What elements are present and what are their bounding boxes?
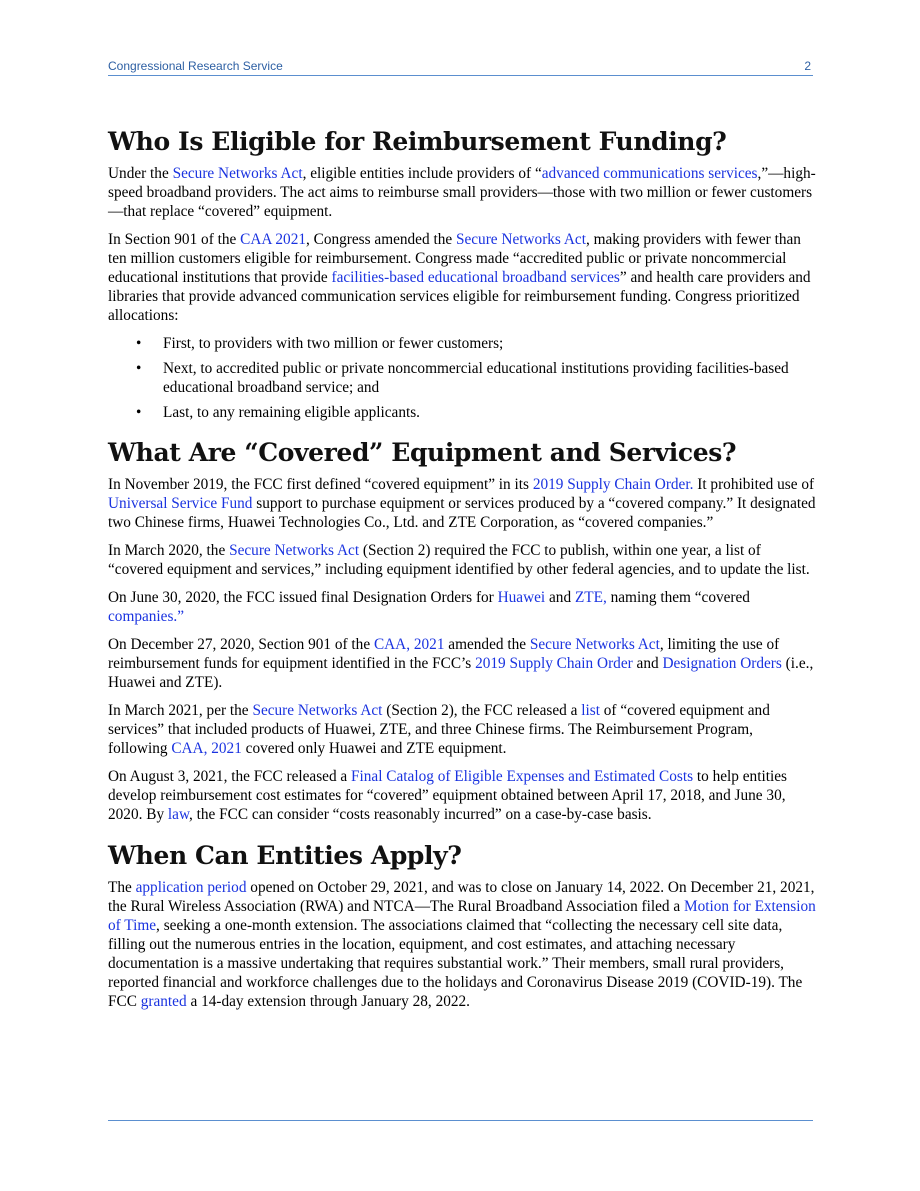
text: It prohibited use of bbox=[693, 476, 815, 493]
footer-rule bbox=[108, 1120, 813, 1121]
text: , the FCC can consider “costs reasonably incurred” on a case-by-case basis. bbox=[189, 806, 652, 823]
text: opened on October 29, 2021, and was to close on January 14, 2022. On December 21, 2021, the Rural Wireless Association (RWA) and NTCA—The Rural Broadband Association filed a bbox=[108, 879, 815, 915]
text: ,”—high-speed broadband providers. The act aims to reimburse small providers—those with two million or fewer customers—that replace “covered” equipment. bbox=[108, 165, 816, 220]
header-title: Congressional Research Service bbox=[108, 59, 283, 73]
heading-covered-equipment: What Are “Covered” Equipment and Services? bbox=[108, 438, 737, 467]
text: amended the bbox=[444, 636, 530, 653]
text: and bbox=[632, 655, 663, 672]
text: Under the bbox=[108, 165, 173, 182]
text: , seeking a one-month extension. The associations claimed that “collecting the necessary cell site data, filling out the numerous entries in the location, equipment, and cost estimates, and attaching necessary documentation is a massive undertaking that requires substantial work.” Their members, small rural providers, reported financial and workforce challenges due to the holidays and Coronavirus Disease 2019 (COVID-19). The FCC bbox=[108, 917, 803, 1010]
paragraph bbox=[108, 701, 816, 758]
text: a 14-day extension through January 28, 2022. bbox=[186, 993, 470, 1010]
text: of “covered equipment and services” that included products of Huawei, ZTE, and three Chinese firms. The Reimbursement Program, following bbox=[108, 702, 770, 757]
link-facilities-based-broadband[interactable]: facilities-based educational broadband services bbox=[331, 269, 620, 286]
link-2019-supply-chain-order[interactable]: 2019 Supply Chain Order. bbox=[532, 476, 694, 493]
link-2019-supply-chain-order[interactable]: 2019 Supply Chain Order bbox=[475, 655, 633, 672]
text: to help entities develop reimbursement cost estimates for “covered” equipment obtained between April 17, 2018, and June 30, 2020. By bbox=[108, 768, 787, 823]
text: On June 30, 2020, the FCC issued final Designation Orders for bbox=[108, 589, 498, 606]
text: (Section 2) required the FCC to publish, within one year, a list of “covered equipment and services,” including equipment identified by other federal agencies, and to update the list. bbox=[108, 542, 810, 578]
link-huawei[interactable]: Huawei bbox=[497, 589, 546, 606]
text: (i.e., Huawei and ZTE). bbox=[108, 655, 814, 691]
text: On December 27, 2020, Section 901 of the bbox=[108, 636, 374, 653]
link-companies[interactable]: companies.” bbox=[108, 608, 185, 625]
link-caa-2021[interactable]: CAA 2021 bbox=[240, 231, 306, 248]
text: In March 2021, per the bbox=[108, 702, 253, 719]
text: (Section 2), the FCC released a bbox=[382, 702, 582, 719]
list-item: • First, to providers with two million or fewer customers; bbox=[108, 334, 816, 353]
link-secure-networks-act[interactable]: Secure Networks Act bbox=[529, 636, 660, 653]
list-item: • Last, to any remaining eligible applicants. bbox=[108, 403, 816, 422]
text: ” and health care providers and libraries that provide advanced communication services eligible for reimbursement funding. Congress prioritized allocations: bbox=[108, 269, 811, 324]
link-designation-orders[interactable]: Designation Orders bbox=[662, 655, 782, 672]
link-caa-2021[interactable]: CAA, 2021 bbox=[373, 636, 445, 653]
paragraph bbox=[108, 475, 816, 532]
link-secure-networks-act[interactable]: Secure Networks Act bbox=[252, 702, 383, 719]
link-caa-2021[interactable]: CAA, 2021 bbox=[171, 740, 242, 757]
text: , making providers with fewer than ten million customers eligible for reimbursement. Congress made “accredited public or private noncommercial educational institutions that provide bbox=[108, 231, 801, 286]
paragraph bbox=[108, 767, 816, 824]
link-secure-networks-act[interactable]: Secure Networks Act bbox=[229, 542, 360, 559]
text: , Congress amended the bbox=[306, 231, 456, 248]
text: naming them “covered bbox=[606, 589, 750, 606]
page-header bbox=[108, 59, 813, 76]
main-content bbox=[108, 126, 816, 1020]
text: covered only Huawei and ZTE equipment. bbox=[241, 740, 507, 757]
link-secure-networks-act[interactable]: Secure Networks Act bbox=[172, 165, 303, 182]
paragraph bbox=[108, 635, 816, 692]
page-number: 2 bbox=[804, 59, 811, 73]
text: support to purchase equipment or services produced by a “covered company.” It designated two Chinese firms, Huawei Technologies Co., Ltd. and ZTE Corporation, as “covered companies.” bbox=[108, 495, 816, 531]
text: and bbox=[545, 589, 575, 606]
heading-when-apply: When Can Entities Apply? bbox=[108, 841, 462, 870]
link-zte[interactable]: ZTE, bbox=[574, 589, 607, 606]
link-advanced-communications-services[interactable]: advanced communications services bbox=[541, 165, 758, 182]
paragraph bbox=[108, 588, 816, 626]
text: , limiting the use of reimbursement funds for equipment identified in the FCC’s bbox=[108, 636, 780, 672]
link-final-catalog[interactable]: Final Catalog of Eligible Expenses and Estimated Costs bbox=[351, 768, 694, 785]
link-list[interactable]: list bbox=[581, 702, 600, 719]
link-granted[interactable]: granted bbox=[140, 993, 187, 1010]
paragraph bbox=[108, 878, 816, 1011]
bullet-list bbox=[108, 334, 816, 422]
text: The bbox=[108, 879, 136, 896]
link-application-period[interactable]: application period bbox=[135, 879, 247, 896]
text: On August 3, 2021, the FCC released a bbox=[108, 768, 352, 785]
link-motion-for-extension[interactable]: Motion for Extension of Time bbox=[108, 898, 816, 934]
link-universal-service-fund[interactable]: Universal Service Fund bbox=[108, 495, 253, 512]
text: , eligible entities include providers of “ bbox=[302, 165, 542, 182]
list-item: • Next, to accredited public or private noncommercial educational institutions providing facilities-based educational broadband service; and bbox=[108, 359, 816, 397]
heading-eligibility: Who Is Eligible for Reimbursement Funding? bbox=[108, 127, 727, 156]
text: In Section 901 of the bbox=[108, 231, 241, 248]
paragraph bbox=[108, 164, 816, 221]
link-secure-networks-act[interactable]: Secure Networks Act bbox=[455, 231, 586, 248]
link-law[interactable]: law bbox=[167, 806, 190, 823]
text: In November 2019, the FCC first defined “covered equipment” in its bbox=[108, 476, 533, 493]
paragraph bbox=[108, 541, 816, 579]
paragraph bbox=[108, 230, 816, 325]
text: In March 2020, the bbox=[108, 542, 230, 559]
